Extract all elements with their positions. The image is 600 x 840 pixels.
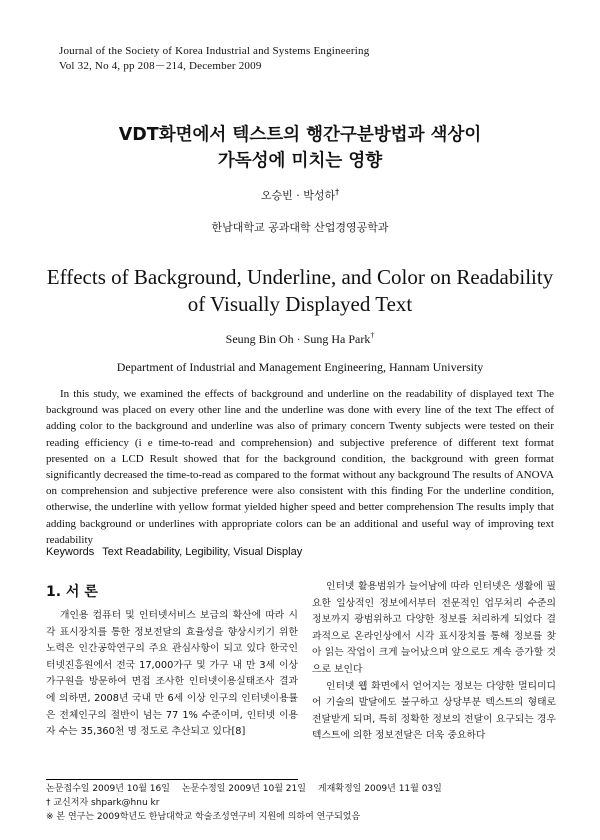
body-paragraph: 인터넷 활용범위가 늘어남에 따라 인터넷은 생활에 필요한 일상적인 정보에서부터 전문적인 업무처리 수준의 정보까지 광범위하고 다양한 정보를 처리하게 되었다 결과적으로 온라인상에서 시각 표시장치를 통해 정보를 찾아 읽는 작업이 크게 늘어났으며 앞으로도 계속 증가할 것으로 보인다: [312, 581, 556, 675]
body-paragraph: 개인용 컴퓨터 및 인터넷서비스 보급의 확산에 따라 시각 표시장치를 통한 정보전달의 효율성을 향상시키기 위한 노력은 인간공학연구의 주요 관심사항이 되고 있다 한국인터넷진흥원에서 전국 17,000가구 및 가구 내 만 3세 이상 가구원을 방문하여 면접 조사한 인터넷이용실태조사 결과에 의하면, 2008년 국내 만 6세 이상 인구의 인터넷이용률은 전체인구의 절반이 넘는 77 1% 수준이며, 인터넷 이용자 수는 35,360천 명 정도로 추산되고 있다[8]: [46, 610, 298, 738]
accepted-date: 게재확정일 2009년 11월 03일: [317, 784, 442, 794]
english-authors-text: Seung Bin Oh · Sung Ha Park: [225, 332, 371, 346]
korean-affiliation: 한남대학교 공과대학 산업경영공학과: [211, 221, 389, 234]
submission-dates: [46, 782, 442, 796]
keywords-label: Keywords: [46, 546, 95, 558]
body-column-right: [312, 579, 556, 745]
keywords: [46, 546, 302, 558]
footnotes: [46, 782, 442, 824]
korean-authors-text: 오승빈 · 박성하: [260, 189, 336, 202]
corresponding-mark: †: [335, 187, 340, 197]
footnote-rule: [46, 779, 298, 780]
corresponding-mark-en: †: [370, 331, 375, 340]
section-heading-introduction: 1. 서 론: [46, 584, 98, 600]
revised-date: 논문수정일 2009년 10월 21일: [181, 784, 306, 794]
english-title-line2: of Visually Displayed Text: [187, 292, 413, 316]
corresponding-author: † 교신저자 shpark@hnu kr: [46, 798, 160, 808]
korean-title-line1: VDT화면에서 텍스트의 행간구분방법과 색상이: [118, 125, 482, 145]
journal-citation: Vol 32, No 4, pp 208－214, December 2009: [59, 60, 262, 72]
english-affiliation: Department of Industrial and Management Engineering, Hannam University: [116, 360, 484, 374]
journal-name: Journal of the Society of Korea Industrial and Systems Engineering: [59, 45, 370, 57]
english-title: [0, 264, 600, 318]
keywords-text: Text Readability, Legibility, Visual Display: [102, 546, 303, 558]
body-column-left: [46, 608, 298, 741]
english-title-line1: Effects of Background, Underline, and Color on Readability: [46, 265, 554, 289]
funding-note: ※ 본 연구는 2009학년도 한남대학교 학술조성연구비 지원에 의하여 연구되었음: [46, 812, 361, 822]
body-paragraph: 인터넷 웹 화면에서 얻어지는 정보는 다양한 멀티미디어 기술의 발달에도 불구하고 상당부분 텍스트의 형태로 전달받게 되며, 특히 정확한 정보의 전달이 요구되는 경우 텍스트에 의한 정보전달은 더욱 중요하다: [312, 680, 556, 742]
abstract: In this study, we examined the effects of background and underline on the readability of displayed text The background was placed on every other line and the underline was done with every line of the text The effect of adding color to the background and underline was also of primary concern Twenty subjects were tested on their reading efficiency (i e time-to-read and comprehension) and subjective preference of different text format presented on a LCD Result showed that for the background condition, the background with green format significantly decreased the time-to-read as compared to the format without any background The results of ANOVA on comprehension and subjective preference were also consistent with this finding For the underline condition, otherwise, the underline with yellow format yielded higher speed and better comprehension The results imply that adding background or underlines with appropriate colors can be an additional and useful way of improving text readability: [46, 388, 554, 546]
korean-title-line2: 가독성에 미치는 영향: [217, 151, 383, 171]
journal-header: [59, 44, 369, 74]
korean-title: [0, 122, 600, 174]
korean-authors: [0, 187, 600, 203]
received-date: 논문접수일 2009년 10월 16일: [46, 784, 170, 794]
english-authors: [0, 332, 600, 347]
